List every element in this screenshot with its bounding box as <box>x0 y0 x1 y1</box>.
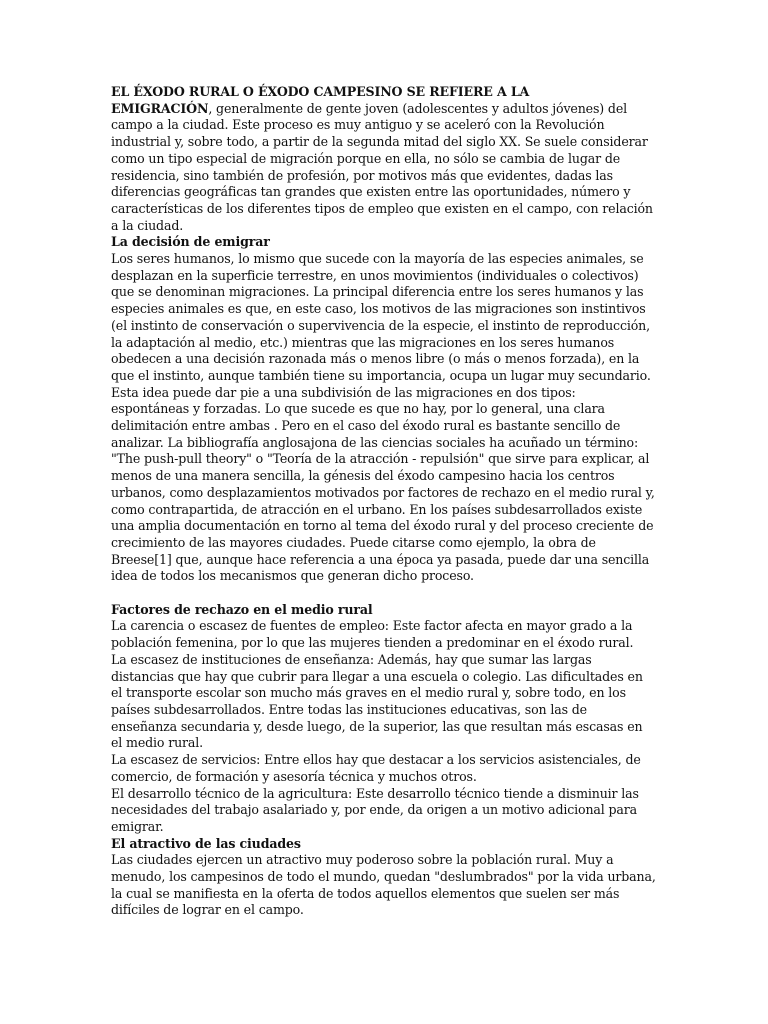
intro-paragraph <box>111 84 656 234</box>
factor-paragraph: El desarrollo técnico de la agricultura: Este desarrollo técnico tiende a disminuir las necesidades del trabajo asalariado y, por ende, da origen a un motivo adicional para emigrar. <box>111 785 639 834</box>
factor-paragraph: La escasez de instituciones de enseñanza: Además, hay que sumar las largas distancias que hay que cubrir para llegar a una escuela o colegio. Las dificultades en el transporte escolar son mucho más graves en el medio rural y, sobre todo, en los países subdesarrollados. Entre todas las instituciones educativas, son las de enseñanza secundaria y, desde luego, de la superior, las que resultan más escasas en el medio rural. <box>111 651 643 751</box>
document-page <box>111 84 656 919</box>
intro-text: , generalmente de gente joven (adolescentes y adultos jóvenes) del campo a la ciudad. Este proceso es muy antiguo y se aceleró con la Revolución industrial y, sobre todo, a partir de la segunda mitad del siglo XX. Se suele considerar como un tipo especial de migración porque en ella, no sólo se cambia de lugar de residencia, sino también de profesión, por motivos más que evidentes, dadas las diferencias geográficas tan grandes que existen entre las oportunidades, número y características de los diferentes tipos de empleo que existen en el campo, con relación a la ciudad. <box>111 100 653 233</box>
section-heading-factores: Factores de rechazo en el medio rural <box>111 601 373 617</box>
section-text-atractivo: Las ciudades ejercen un atractivo muy poderoso sobre la población rural. Muy a menudo, los campesinos de todo el mundo, quedan "deslumbrados" por la vida urbana, la cual se manifiesta en la oferta de todos aquellos elementos que suelen ser más difíciles de lograr en el campo. <box>111 852 656 918</box>
section-text-decision: Los seres humanos, lo mismo que sucede con la mayoría de las especies animales, se desplazan en la superficie terrestre, en unos movimientos (individuales o colectivos) que se denominan migraciones. La principal diferencia entre los seres humanos y las especies animales es que, en este caso, los motivos de las migraciones son instintivos (el instinto de conservación o supervivencia de la especie, el instinto de reproducción, la adaptación al medio, etc.) mientras que las migraciones en los seres humanos obedecen a una decisión razonada más o menos libre (o más o menos forzada), en la que el instinto, aunque también tiene su importancia, ocupa un lugar muy secundario. Esta idea puede dar pie a una subdivisión de las migraciones en dos tipos: espontáneas y forzadas. Lo que sucede es que no hay, por lo general, una clara delimitación entre ambas . Pero en el caso del éxodo rural es bastante sencillo de analizar. La bibliografía anglosajona de las ciencias sociales ha acuñado un término: "The push-pull theory" o "Teoría de la atracción - repulsión" que sirve para explicar, al menos de una manera sencilla, la génesis del éxodo campesino hacia los centros urbanos, como desplazamientos motivados por factores de rechazo en el medio rural y, como contrapartida, de atracción en el urbano. En los países subdesarrollados existe una amplia documentación en torno al tema del éxodo rural y del proceso creciente de crecimiento de las mayores ciudades. Puede citarse como ejemplo, la obra de Breese[1] que, aunque hace referencia a una época ya pasada, puede dar una sencilla idea de todos los mecanismos que generan dicho proceso. <box>111 251 655 584</box>
factor-paragraph: La escasez de servicios: Entre ellos hay que destacar a los servicios asistenciales, de comercio, de formación y asesoría técnica y muchos otros. <box>111 752 641 784</box>
intro-heading-line2: EMIGRACIÓN <box>111 100 209 116</box>
factor-paragraph: La carencia o escasez de fuentes de empleo: Este factor afecta en mayor grado a la población femenina, por lo que las mujeres tienden a predominar en el éxodo rural. <box>111 618 634 651</box>
section-heading-atractivo: El atractivo de las ciudades <box>111 835 301 851</box>
paragraph-spacer <box>111 585 656 602</box>
intro-heading-line1: EL ÉXODO RURAL O ÉXODO CAMPESINO SE REFIERE A LA <box>111 84 530 99</box>
section-heading-decision: La decisión de emigrar <box>111 234 270 250</box>
